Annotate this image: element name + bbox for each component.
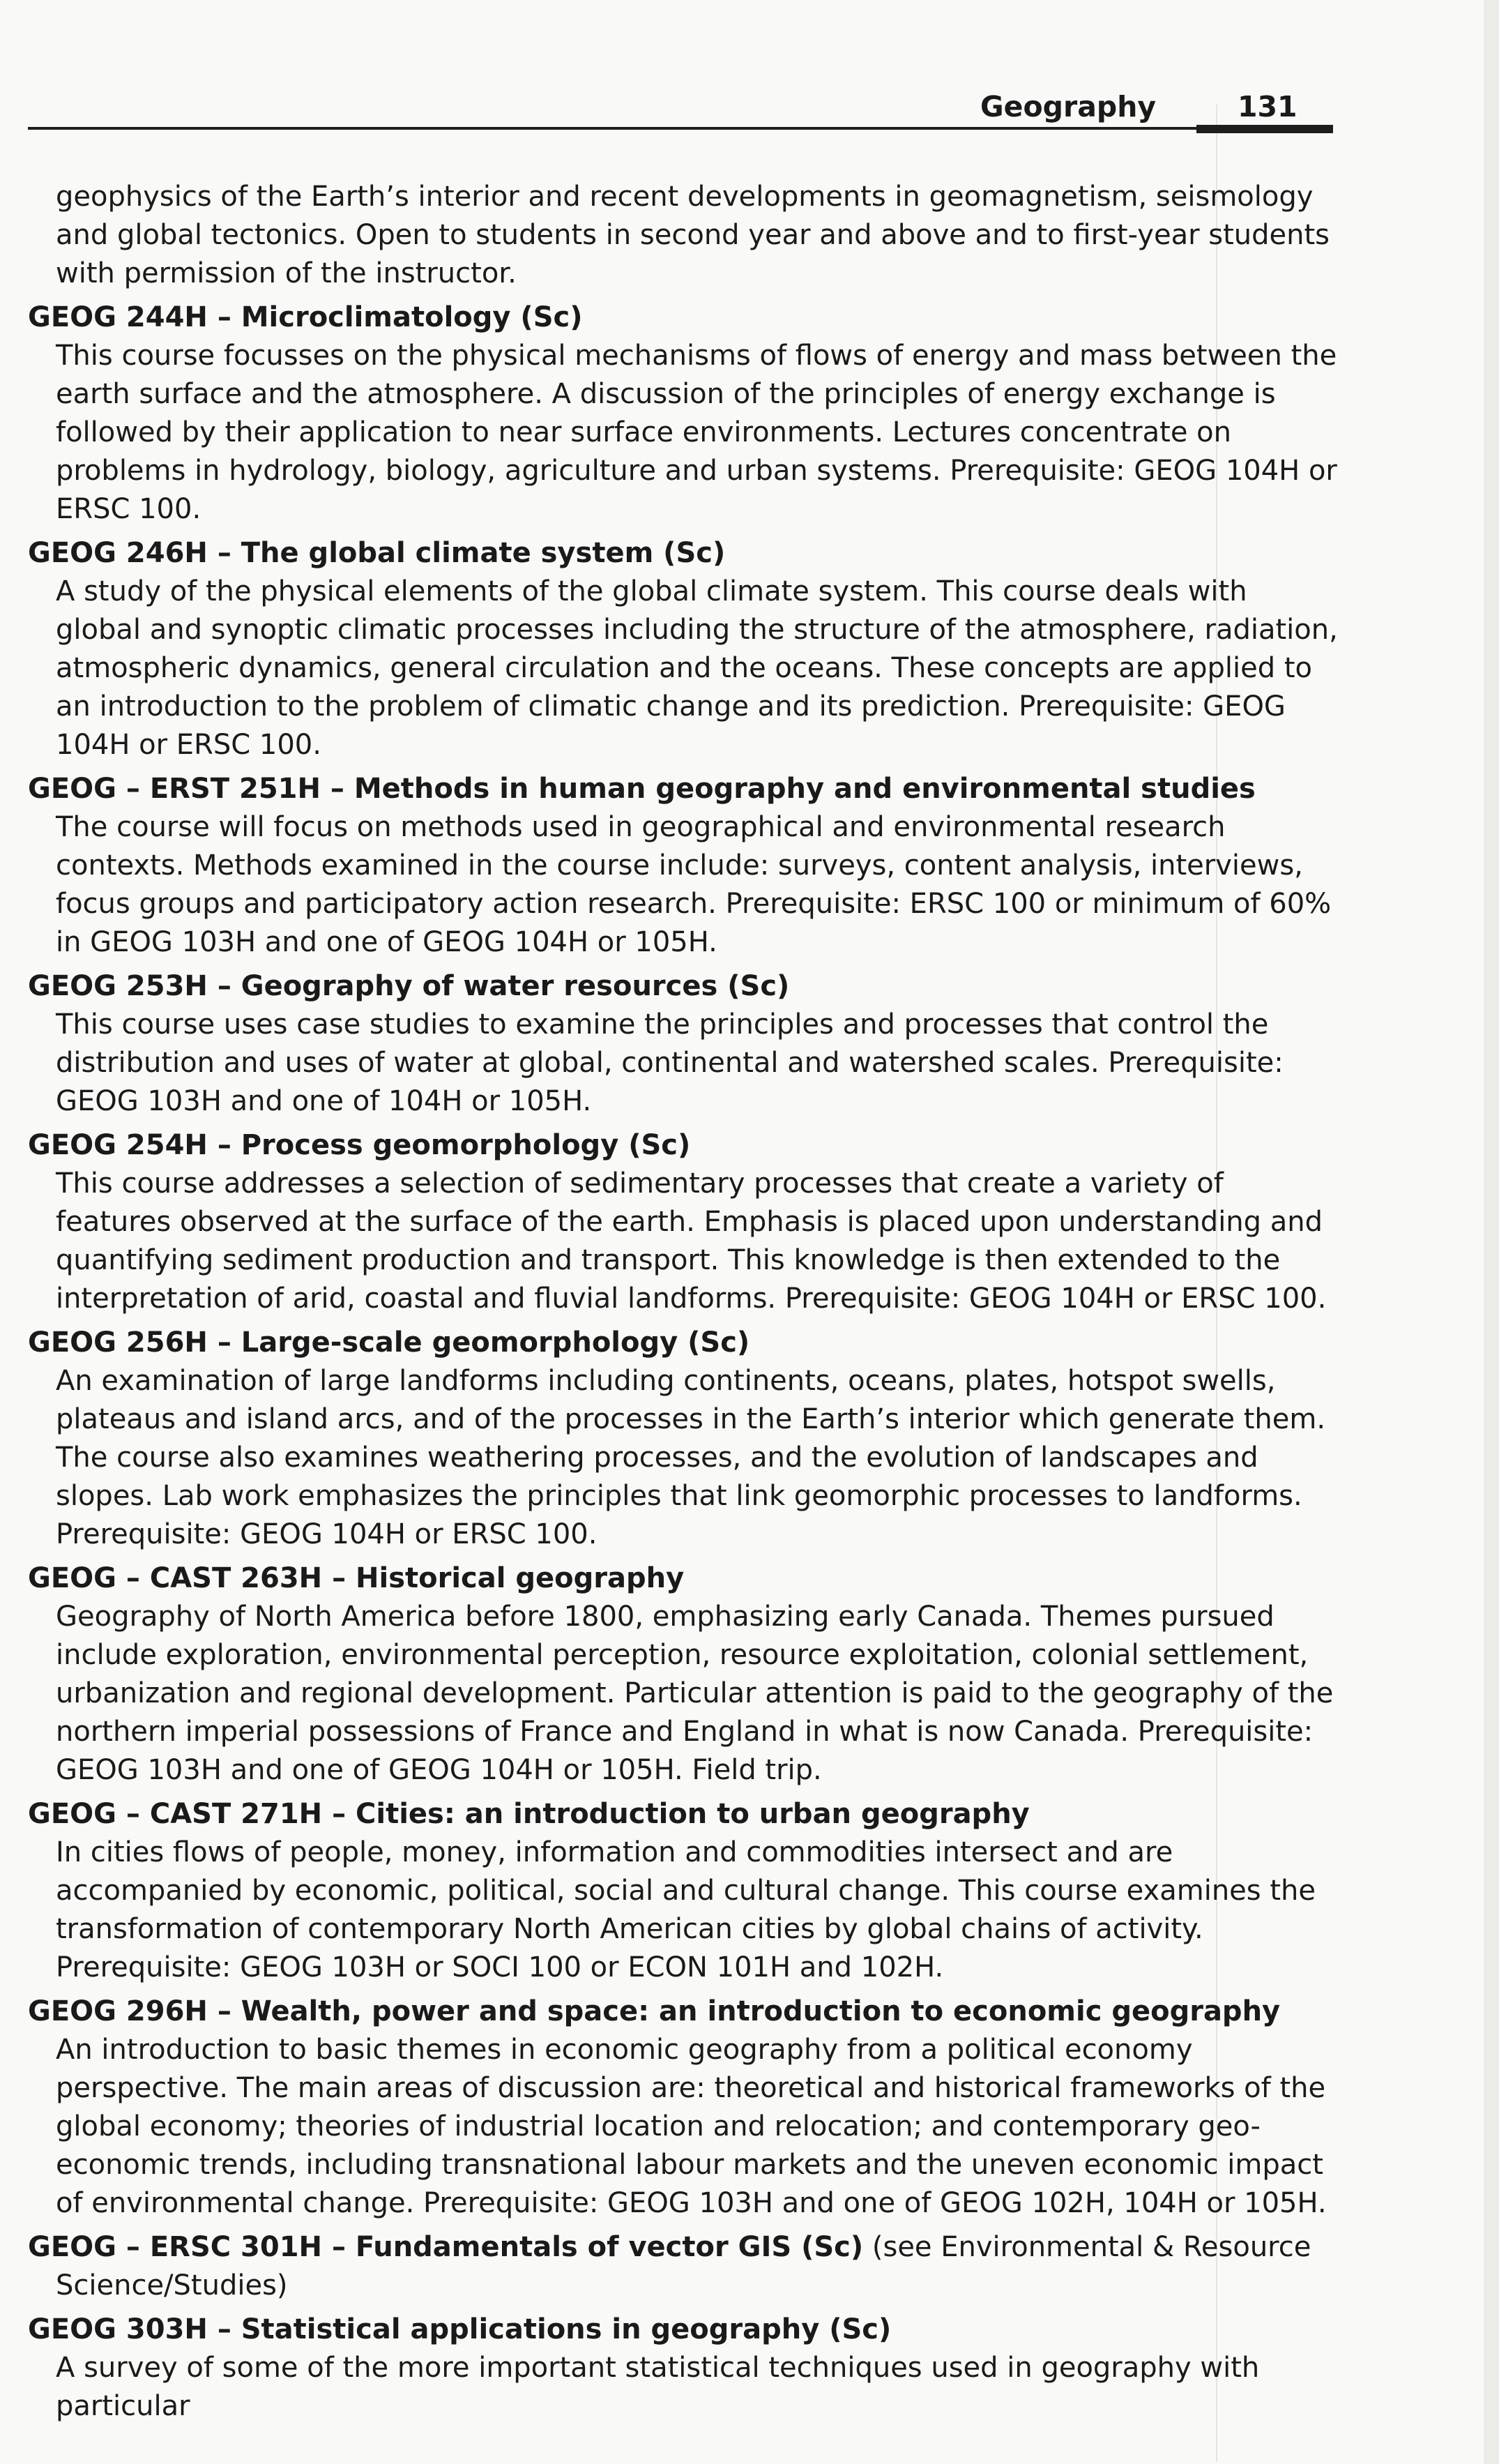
cross-reference-note: (see Environmental & Resource [863, 2231, 1311, 2263]
course-title-text: GEOG 303H – Statistical applications in geography (Sc) [28, 2313, 892, 2345]
page-number: 131 [1238, 90, 1298, 123]
course-title-text: GEOG 246H – The global climate system (Sc) [28, 537, 726, 569]
course-description: An introduction to basic themes in economic geography from a political economy perspective. The main areas of discussion are: theoretical and historical frameworks of the global economy; theories of industrial location and relocation; and contemporary geo-economic trends, including transnational labour markets and the uneven economic impact of environmental change. Prerequisite: GEOG 103H and one of GEOG 102H, 104H or 105H. [56, 2034, 1327, 2219]
course-entry [28, 1324, 1339, 1554]
course-description: In cities flows of people, money, information and commodities intersect and are accompanied by economic, political, social and cultural change. This course examines the transformation of contemporary North American cities by global chains of activity. Prerequisite: GEOG 103H or SOCI 100 or ECON 101H and 102H. [56, 1836, 1316, 1983]
course-title [28, 1559, 1339, 1598]
course-title-text: GEOG – ERST 251H – Methods in human geography and environmental studies [28, 773, 1256, 805]
course-entry [28, 2311, 1339, 2426]
course-title-text: GEOG – ERSC 301H – Fundamentals of vector GIS (Sc) [28, 2231, 864, 2263]
continued-description: geophysics of the Earth’s interior and recent developments in geomagnetism, seismology and global tectonics. Open to students in second year and above and to first-year students with permission of the instructor. [56, 181, 1330, 289]
course-title-text: GEOG 254H – Process geomorphology (Sc) [28, 1129, 691, 1161]
course-description: The course will focus on methods used in geographical and environmental research contexts. Methods examined in the course include: surveys, content analysis, interviews, focus groups and participatory action research. Prerequisite: ERSC 100 or minimum of 60% in GEOG 103H and one of GEOG 104H or 105H. [56, 811, 1332, 958]
running-head: Geography [980, 90, 1157, 123]
course-description: This course focusses on the physical mechanisms of flows of energy and mass between the earth surface and the atmosphere. A discussion of the principles of energy exchange is followed by their application to near surface environments. Lectures concentrate on problems in hydrology, biology, agriculture and urban systems. Prerequisite: GEOG 104H or ERSC 100. [56, 340, 1337, 525]
course-title [28, 2311, 1339, 2349]
course-entry [28, 534, 1339, 764]
course-description: This course uses case studies to examine the principles and processes that control the distribution and uses of water at global, continental and watershed scales. Prerequisite: GEOG 103H and one of 104H or 105H. [56, 1008, 1284, 1117]
header-rule-accent [1196, 125, 1333, 133]
course-title [28, 2228, 1339, 2267]
course-title [28, 534, 1339, 573]
course-entry [28, 1126, 1339, 1318]
course-entry [28, 1993, 1339, 2223]
course-title-text: GEOG 296H – Wealth, power and space: an introduction to economic geography [28, 1995, 1281, 2027]
course-title [28, 967, 1339, 1006]
course-description: This course addresses a selection of sedimentary processes that create a variety of features observed at the surface of the earth. Emphasis is placed upon understanding and quantifying sediment production and transport. This knowledge is then extended to the interpretation of arid, coastal and fluvial landforms. Prerequisite: GEOG 104H or ERSC 100. [56, 1167, 1327, 1315]
course-title-text: GEOG 256H – Large-scale geomorphology (Sc) [28, 1327, 750, 1359]
course-description: Geography of North America before 1800, emphasizing early Canada. Themes pursued include exploration, environmental perception, resource exploitation, colonial settlement, urbanization and regional development. Particular attention is paid to the geography of the northern imperial possessions of France and England in what is now Canada. Prerequisite: GEOG 103H and one of GEOG 104H or 105H. Field trip. [56, 1601, 1334, 1786]
course-entry [28, 1559, 1339, 1790]
course-title-text: GEOG – CAST 263H – Historical geography [28, 1562, 685, 1594]
course-title [28, 1993, 1339, 2031]
course-description: A study of the physical elements of the global climate system. This course deals with global and synoptic climatic processes including the structure of the atmosphere, radiation, atmospheric dynamics, general circulation and the oceans. These concepts are applied to an introduction to the problem of climatic change and its prediction. Prerequisite: GEOG 104H or ERSC 100. [56, 575, 1338, 761]
course-description: Science/Studies) [56, 2269, 288, 2302]
course-title [28, 1126, 1339, 1165]
course-title [28, 298, 1339, 337]
course-title [28, 770, 1339, 808]
page-edge [1484, 0, 1499, 2464]
course-title [28, 1795, 1339, 1834]
course-list [28, 178, 1339, 2426]
course-entry [28, 1795, 1339, 1987]
course-entry [28, 770, 1339, 962]
course-title-text: GEOG – CAST 271H – Cities: an introduction to urban geography [28, 1798, 1030, 1830]
course-title-text: GEOG 253H – Geography of water resources (Sc) [28, 970, 790, 1002]
course-title-text: GEOG 244H – Microclimatology (Sc) [28, 301, 583, 333]
course-entry [28, 298, 1339, 529]
course-entry [28, 2228, 1339, 2305]
header-rule [28, 127, 1333, 130]
course-description: A survey of some of the more important statistical techniques used in geography with particular [56, 2352, 1260, 2422]
course-entry [28, 967, 1339, 1121]
page-header [28, 87, 1333, 136]
course-description: An examination of large landforms including continents, oceans, plates, hotspot swells, plateaus and island arcs, and of the processes in the Earth’s interior which generate them. The course also examines weathering processes, and the evolution of landscapes and slopes. Lab work emphasizes the principles that link geomorphic processes to landforms. Prerequisite: GEOG 104H or ERSC 100. [56, 1365, 1326, 1550]
course-title [28, 1324, 1339, 1362]
